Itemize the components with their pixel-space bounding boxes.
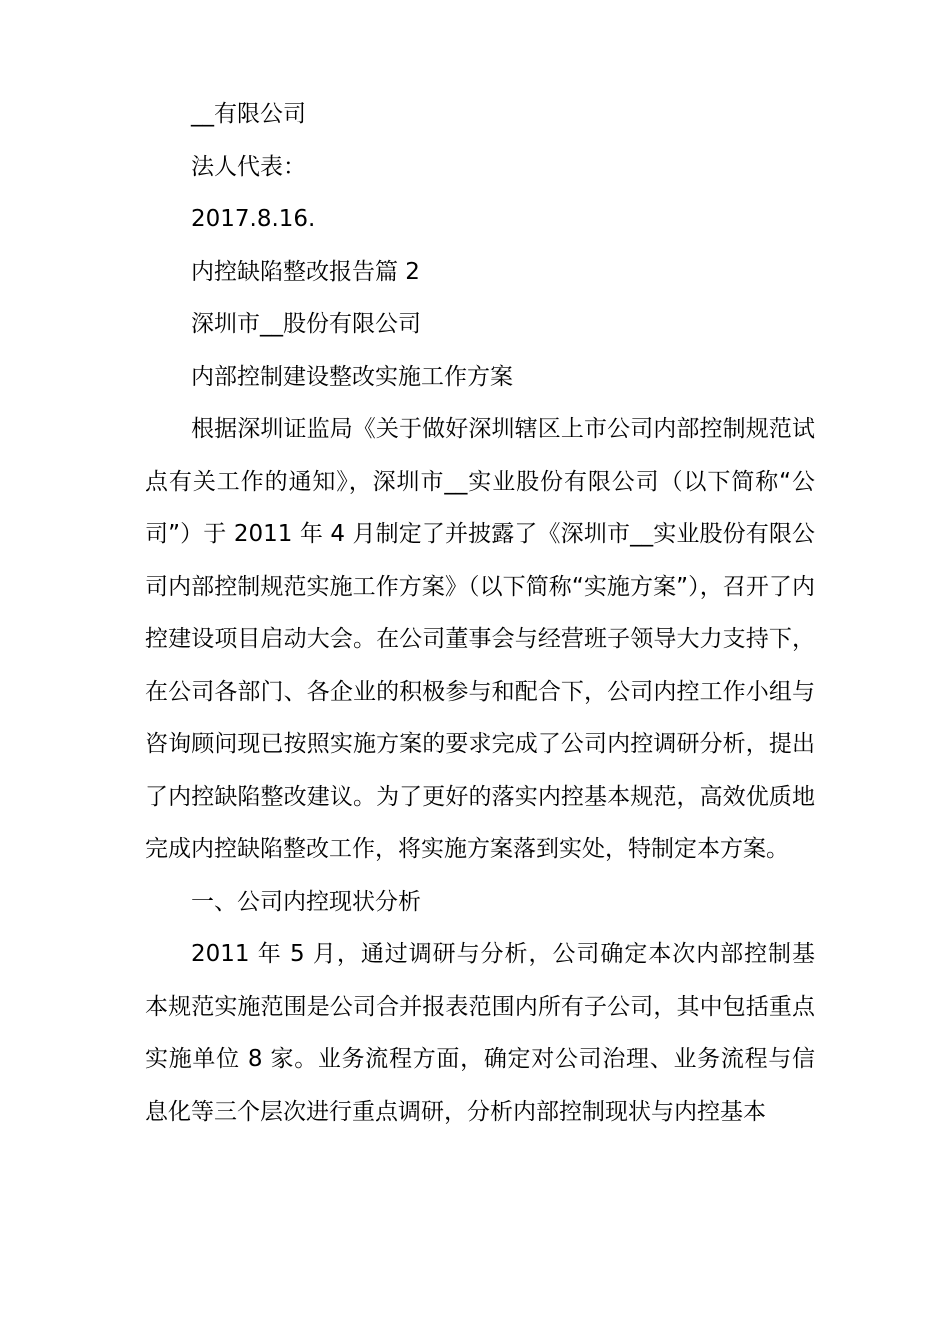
document-body (145, 88, 815, 1138)
date-line: 2017.8.16. (191, 206, 316, 232)
company-name-line: __有限公司 (191, 101, 306, 127)
plan-title: 内部控制建设整改实施工作方案 (191, 363, 513, 390)
status-analysis-paragraph: 2011 年 5 月，通过调研与分析，公司确定本次内部控制基本规范实施范围是公司合并报表范围内所有子公司，其中包括重点实施单位 8 家。业务流程方面，确定对公司治理、业务流程与信息化等三个层次进行重点调研，分析内部控制现状与内控基本 (145, 941, 815, 1125)
section-heading-status-analysis: 一、公司内控现状分析 (191, 888, 421, 915)
intro-paragraph: 根据深圳证监局《关于做好深圳辖区上市公司内部控制规范试点有关工作的通知》，深圳市__实业股份有限公司（以下简称“公司”）于 2011 年 4 月制定了并披露了《深圳市__实业股份有限公司内部控制规范实施工作方案》（以下简称“实施方案”），召开了内控建设项目启动大会。在公司董事会与经营班子领导大力支持下，在公司各部门、各企业的积极参与和配合下，公司内控工作小组与咨询顾问现已按照实施方案的要求完成了公司内控调研分析，提出了内控缺陷整改建议。为了更好的落实内控基本规范，高效优质地完成内控缺陷整改工作，将实施方案落到实处，特制定本方案。 (145, 416, 815, 862)
legal-representative-line: 法人代表： (191, 153, 306, 180)
company-title: 深圳市__股份有限公司 (191, 311, 421, 337)
report-section-title: 内控缺陷整改报告篇 2 (191, 258, 420, 285)
